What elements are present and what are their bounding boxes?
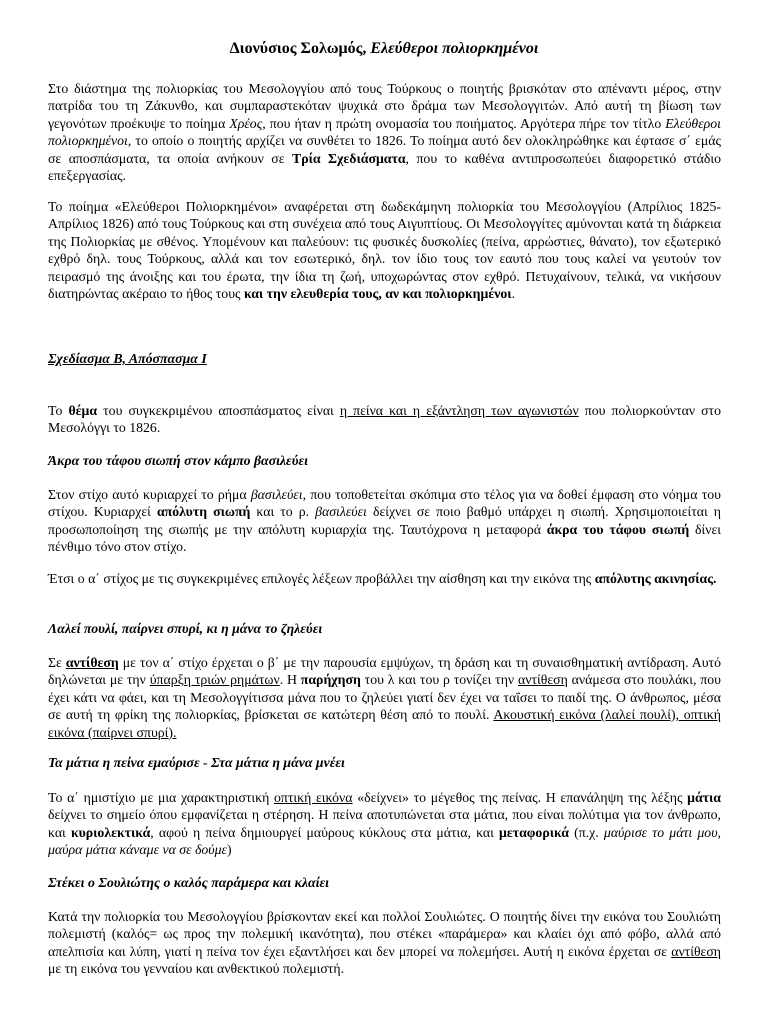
text-run: του συγκεκριμένου αποσπάσματος είναι bbox=[97, 403, 340, 418]
text-run-underline: οπτική εικόνα bbox=[274, 790, 353, 805]
section-heading: Σχεδίασμα Β, Απόσπασμα Ι bbox=[48, 351, 207, 366]
text-run: ) bbox=[227, 842, 232, 858]
verse3-paragraph bbox=[48, 789, 721, 859]
text-run: Στον στίχο αυτό κυριαρχεί το ρήμα bbox=[48, 487, 251, 502]
text-run-bold: και την ελευθερία τους, αν και πολιορκημένοι bbox=[243, 286, 512, 302]
verse1-heading: Άκρα του τάφου σιωπή στον κάμπο βασιλεύει bbox=[48, 453, 308, 468]
text-run: με τη εικόνα του γενναίου και ανθεκτικού πολεμιστή. bbox=[48, 961, 345, 977]
context-paragraph bbox=[48, 198, 721, 302]
text-run: . bbox=[511, 286, 516, 302]
document-title bbox=[0, 40, 768, 58]
text-run: Το bbox=[48, 403, 69, 418]
text-run-underline: η πείνα και η εξάντληση των αγωνιστών bbox=[339, 403, 579, 418]
intro-paragraph bbox=[48, 80, 721, 184]
text-run: με τον α΄ στίχο έρχεται ο β΄ με την παρουσία εμψύχων, τη δράση και τη συναισθηματική αντίδραση. Αυτό δηλώνεται με την bbox=[48, 655, 721, 688]
text-run: Έτσι ο α΄ στίχος με τις συγκεκριμένες επιλογές λέξεων προβάλλει την αίσθηση και την εικόνα της bbox=[48, 571, 595, 586]
text-run-bold: μεταφορικά bbox=[499, 824, 569, 840]
text-run: ανάμεσα στο πουλάκι, που έχει κάτι να φάει, και τη Μεσολογγίτισσα μάνα που το ζηλεύει γιατί δεν έχει να ταΐσει το παιδί της. Ο άνθρωπος, μέσα σε αυτή τη φρίκη της πολιορκίας, βρίσκεται σε κατώτερη θέση από το πουλί. bbox=[48, 672, 721, 723]
text-run: , που τοποθετείται σκόπιμα στο τέλος για να δοθεί έμφαση στο νόημα του στίχου. Κυριαρχεί bbox=[48, 487, 721, 520]
text-run-bold: κυριολεκτικά bbox=[70, 824, 151, 840]
text-run: «δείχνει» το μέγεθος της πείνας. Η επανάληψη της λέξης bbox=[352, 790, 688, 805]
text-run-bold: απόλυτη σιωπή bbox=[156, 504, 251, 520]
text-run-italic: μαύρισε το μάτι μου, μαύρα μάτια κάναμε να σε δούμε bbox=[48, 824, 721, 858]
text-run: , το οποίο ο ποιητής αρχίζει να συνθέτει το 1826. Το ποίημα αυτό δεν ολοκληρώθηκε και έφτασε σ΄ εμάς σε αποσπάσματα, τα οποία ανήκουν σε bbox=[48, 133, 721, 166]
verse2-heading: Λαλεί πουλί, παίρνει σπυρί, κι η μάνα το ζηλεύει bbox=[48, 621, 323, 636]
text-run: , που το καθένα αντιπροσωπεύει διαφορετικό στάδιο επεξεργασίας. bbox=[48, 150, 722, 184]
text-run: , αφού η πείνα δημιουργεί μαύρους κύκλους στα μάτια, και bbox=[150, 824, 500, 840]
text-run: , που ήταν η πρώτη ονομασία του ποιήματος. Αργότερα πήρε τον τίτλο bbox=[262, 115, 666, 131]
text-run: Στο διάστημα της πολιορκίας του Μεσολογγίου από τους Τούρκους ο ποιητής βρισκόταν στο απέναντι μέρος, στην πατρίδα του τη Ζάκυνθο, και συμπαραστεκόταν ψυχικά στο δράμα των Μεσολογγιτών. Από αυτή τη βίωση των γεγονότων προέκυψε το ποίημα bbox=[48, 81, 721, 131]
text-run-italic: Ελεύθεροι πολιορκημένοι bbox=[48, 115, 721, 149]
verse2-paragraph bbox=[48, 654, 721, 741]
text-run-bold: μάτια bbox=[687, 790, 721, 805]
verse1-paragraph-1 bbox=[48, 486, 721, 556]
text-run-italic: βασιλεύει bbox=[250, 487, 303, 502]
verse4-paragraph bbox=[48, 908, 721, 978]
verse1-paragraph-2 bbox=[48, 570, 721, 587]
text-run-bold: θέμα bbox=[68, 403, 98, 418]
text-run-bold-underline: αντίθεση bbox=[65, 655, 119, 670]
text-run-bold: άκρα του τάφου σιωπή bbox=[546, 521, 690, 537]
theme-paragraph bbox=[48, 402, 721, 437]
text-run-italic: Χρέος bbox=[229, 115, 263, 131]
text-run-underline: Ακουστική εικόνα (λαλεί πουλί), οπτική εικόνα (παίρνει σπυρί). bbox=[48, 707, 721, 740]
text-run: . Η bbox=[279, 672, 301, 688]
text-run-bold: απόλυτης ακινησίας. bbox=[594, 571, 717, 586]
text-run-italic: βασιλεύει bbox=[315, 504, 367, 520]
text-run: δίνει πένθιμο τόνο στον στίχο. bbox=[48, 521, 722, 555]
verse3-heading: Τα μάτια η πείνα εμαύρισε - Στα μάτια η μάνα μνέει bbox=[48, 755, 345, 770]
text-run-bold: παρήχηση bbox=[300, 672, 361, 688]
text-run-underline: αντίθεση bbox=[518, 672, 568, 688]
text-run: δείχνει το σημείο όπου εμφανίζεται η στέρηση. Η πείνα αποτυπώνεται στα μάτια, που είναι πολύτιμα για τον άνθρωπο, και bbox=[48, 807, 721, 840]
verse4-heading: Στέκει ο Σουλιώτης ο καλός παράμερα και κλαίει bbox=[48, 875, 329, 890]
text-run-underline: αντίθεση bbox=[671, 943, 721, 959]
title-author: Διονύσιος Σολωμός, bbox=[229, 40, 371, 57]
text-run: του λ και του ρ τονίζει την bbox=[360, 672, 519, 688]
text-run: και το ρ. bbox=[250, 504, 316, 520]
text-run: Το α΄ ημιστίχιο με μια χαρακτηριστική bbox=[48, 790, 275, 805]
text-run: Το ποίημα «Ελεύθεροι Πολιορκημένοι» αναφέρεται στη δωδεκάμηνη πολιορκία του Μεσολογγίου (Απρίλιος 1825-Απρίλιος 1826) από τους Τούρκους και στη συνέχεια από τους Αιγυπτίους. Οι Μεσολογγίτες αμύνονται κατά τη διάρκεια της Πολιορκίας με σθένος. Υπομένουν και παλεύουν: τις φυσικές δυσκολίες (πείνα, αρρώστιες, θάνατο), τον εξωτερικό εχθρό δηλ. τους Τούρκους, αλλά και τον εσωτερικό, δηλ. τον ίδιο τους τον εαυτό που τους καλεί να γευτούν τον πειρασμό της άνοιξης και του έρωτα, την ίδια τη ζωή, υποχωρώντας στον εχθρό. Πετυχαίνουν, τελικά, να νικήσουν διατηρώντας ακέραιο το ήθος τους bbox=[48, 199, 721, 302]
text-run: που πολιορκούνταν στο Μεσολόγγι το 1826. bbox=[48, 403, 721, 436]
text-run: Κατά την πολιορκία του Μεσολογγίου βρίσκονταν εκεί και πολλοί Σουλιώτες. Ο ποιητής δίνει την εικόνα του Σουλιώτη πολεμιστή (καλός= ως προς την πολεμική ικανότητα), που στέκει «παράμερα» και κλαίει όχι από φόβο, αλλά από απελπισία και λύπη, γιατί η πείνα τον έχει εξαντλήσει και δεν μπορεί να πολεμήσει. Αυτή η εικόνα έρχεται σε bbox=[48, 909, 721, 959]
text-run: Σε bbox=[48, 655, 66, 670]
text-run: (π.χ. bbox=[568, 824, 604, 840]
text-run-bold: Τρία Σχεδιάσματα bbox=[292, 150, 406, 166]
text-run-underline: ύπαρξη τριών ρημάτων bbox=[149, 672, 280, 688]
title-work: Ελεύθεροι πολιορκημένοι bbox=[370, 40, 539, 57]
text-run: δείχνει σε ποιο βαθμό υπάρχει η σιωπή. Χρησιμοποιείται η προσωποποίηση της σιωπής με την απόλυτη κυριαρχία της. Ταυτόχρονα η μεταφορά bbox=[48, 504, 721, 537]
